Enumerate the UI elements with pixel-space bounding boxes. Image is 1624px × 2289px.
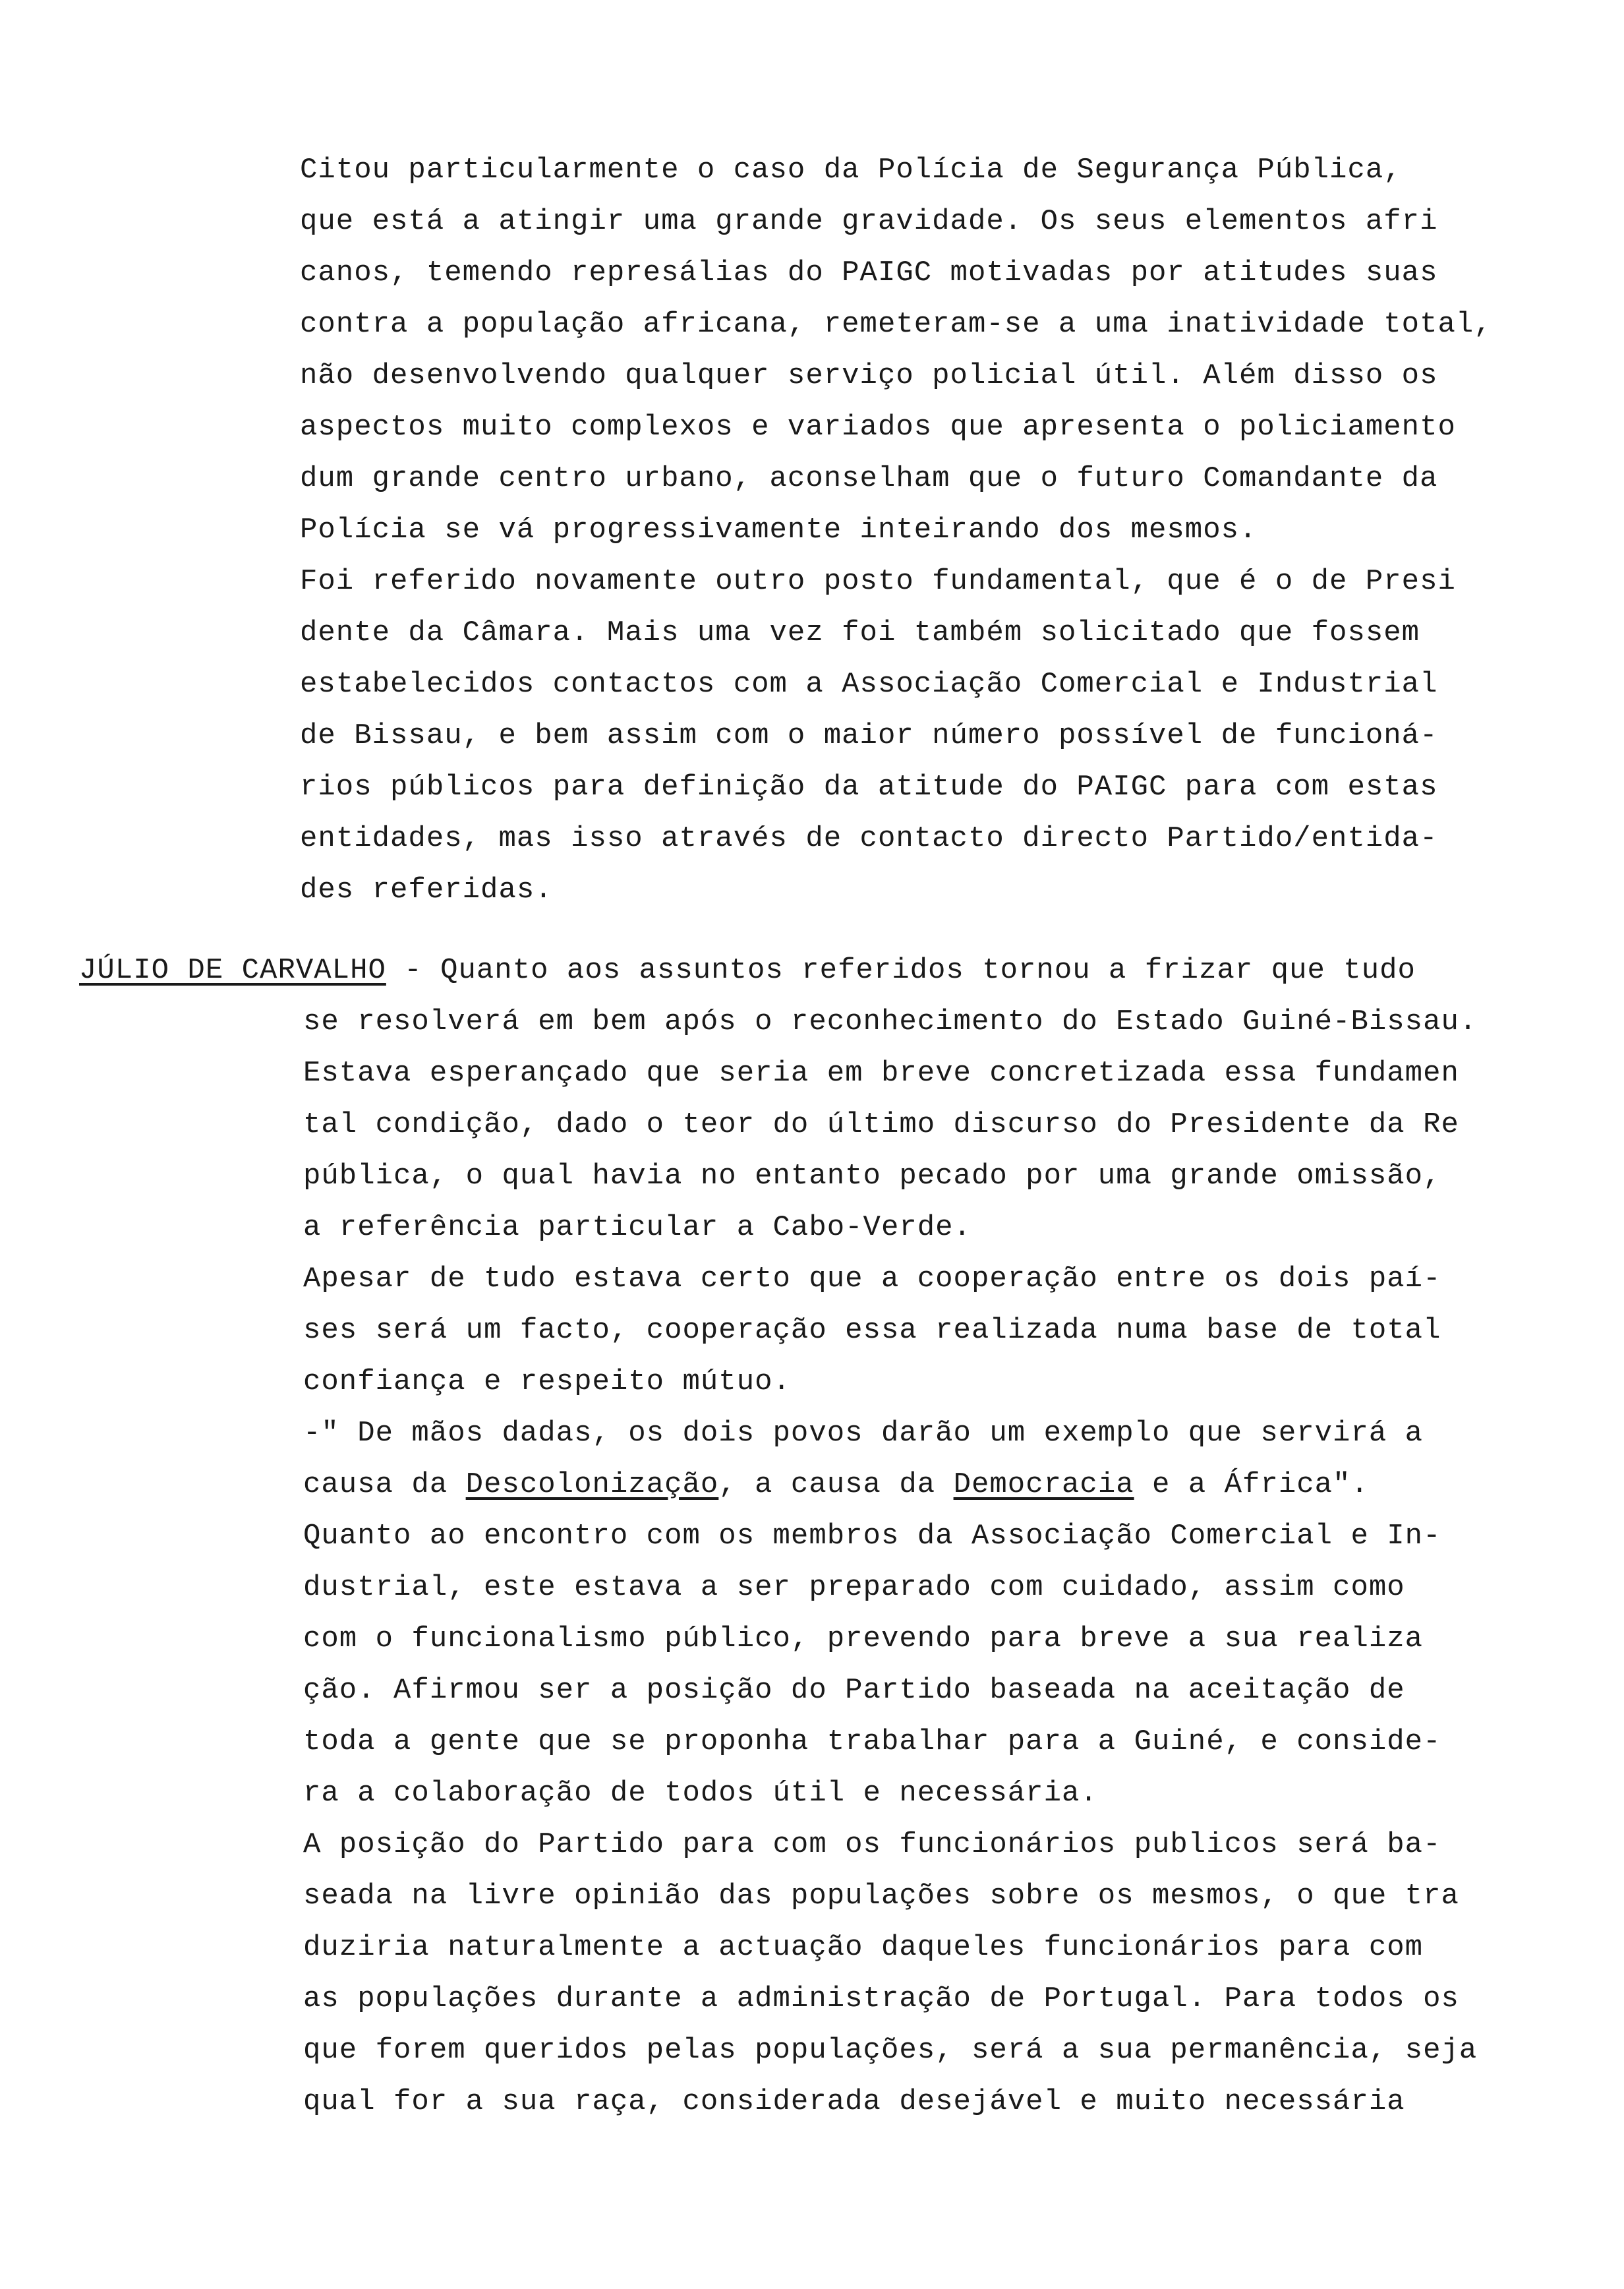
- speaker-line-8: ses será um facto, cooperação essa realizada numa base de total: [303, 1314, 1441, 1347]
- speaker-after-line-7: A posição do Partido para com os funcionários publicos será ba-: [303, 1828, 1441, 1861]
- speaker-after-line-6: ra a colaboração de todos útil e necessária.: [303, 1777, 1098, 1810]
- paragraph-1-line-12: de Bissau, e bem assim com o maior número possível de funcioná-: [300, 719, 1438, 752]
- speaker-line-2: se resolverá em bem após o reconhecimento do Estado Guiné-Bissau.: [303, 1005, 1478, 1038]
- underlined-democracia: Democracia: [953, 1468, 1134, 1501]
- paragraph-1-line-11: estabelecidos contactos com a Associação Comercial e Industrial: [300, 668, 1438, 701]
- speaker-name: JÚLIO DE CARVALHO: [79, 954, 386, 987]
- underlined-descolonizacao: Descolonização: [465, 1468, 719, 1501]
- speaker-line-6: a referência particular a Cabo-Verde.: [303, 1211, 972, 1244]
- speaker-after-line-10: as populações durante a administração de Portugal. Para todos os: [303, 1982, 1459, 2015]
- quote-text-part-1: causa da: [303, 1468, 466, 1501]
- speaker-line-4: tal condição, dado o teor do último discurso do Presidente da Re: [303, 1108, 1459, 1141]
- speaker-after-line-9: duziria naturalmente a actuação daqueles funcionários para com: [303, 1931, 1424, 1964]
- speaker-after-line-1: Quanto ao encontro com os membros da Associação Comercial e In-: [303, 1520, 1441, 1553]
- quote-line-1: -" De mãos dadas, os dois povos darão um exemplo que servirá a: [303, 1417, 1424, 1450]
- quote-line-2: [303, 1468, 1369, 1502]
- speaker-line-5: pública, o qual havia no entanto pecado por uma grande omissão,: [303, 1160, 1441, 1193]
- speaker-line-9: confiança e respeito mútuo.: [303, 1365, 791, 1398]
- speaker-after-line-5: toda a gente que se proponha trabalhar para a Guiné, e conside-: [303, 1725, 1441, 1758]
- paragraph-1-line-7: dum grande centro urbano, aconselham que o futuro Comandante da: [300, 462, 1438, 495]
- quote-text-part-3: e a África".: [1134, 1468, 1369, 1501]
- speaker-after-line-4: ção. Afirmou ser a posição do Partido baseada na aceitação de: [303, 1674, 1405, 1707]
- speaker-after-line-8: seada na livre opinião das populações sobre os mesmos, o que tra: [303, 1880, 1459, 1913]
- speaker-line-rest: - Quanto aos assuntos referidos tornou a frizar que tudo: [386, 954, 1416, 987]
- speaker-after-line-12: qual for a sua raça, considerada desejável e muito necessária: [303, 2085, 1405, 2118]
- speaker-after-line-3: com o funcionalismo público, prevendo para breve a sua realiza: [303, 1622, 1424, 1655]
- paragraph-1-line-14: entidades, mas isso através de contacto directo Partido/entida-: [300, 822, 1438, 855]
- speaker-after-line-2: dustrial, este estava a ser preparado com cuidado, assim como: [303, 1571, 1405, 1604]
- speaker-line: [79, 953, 1416, 988]
- quote-text-part-2: , a causa da: [718, 1468, 954, 1501]
- paragraph-1-line-2: que está a atingir uma grande gravidade. Os seus elementos afri: [300, 205, 1438, 238]
- paragraph-1-line-1: Citou particularmente o caso da Polícia de Segurança Pública,: [300, 154, 1402, 187]
- paragraph-1-line-8: Polícia se vá progressivamente inteirando dos mesmos.: [300, 514, 1258, 547]
- paragraph-1-line-6: aspectos muito complexos e variados que apresenta o policiamento: [300, 411, 1456, 444]
- paragraph-1-line-5: não desenvolvendo qualquer serviço policial útil. Além disso os: [300, 359, 1438, 392]
- paragraph-1-line-4: contra a população africana, remeteram-se a uma inatividade total,: [300, 308, 1492, 341]
- paragraph-1-line-3: canos, temendo represálias do PAIGC motivadas por atitudes suas: [300, 256, 1438, 289]
- paragraph-1-line-15: des referidas.: [300, 874, 553, 907]
- paragraph-1-line-9: Foi referido novamente outro posto fundamental, que é o de Presi: [300, 565, 1456, 598]
- speaker-after-line-11: que forem queridos pelas populações, será a sua permanência, seja: [303, 2034, 1478, 2067]
- paragraph-1-line-13: rios públicos para definição da atitude do PAIGC para com estas: [300, 771, 1438, 804]
- paragraph-1-line-10: dente da Câmara. Mais uma vez foi também solicitado que fossem: [300, 616, 1420, 649]
- speaker-line-7: Apesar de tudo estava certo que a cooperação entre os dois paí-: [303, 1263, 1441, 1295]
- speaker-line-3: Estava esperançado que seria em breve concretizada essa fundamen: [303, 1057, 1459, 1090]
